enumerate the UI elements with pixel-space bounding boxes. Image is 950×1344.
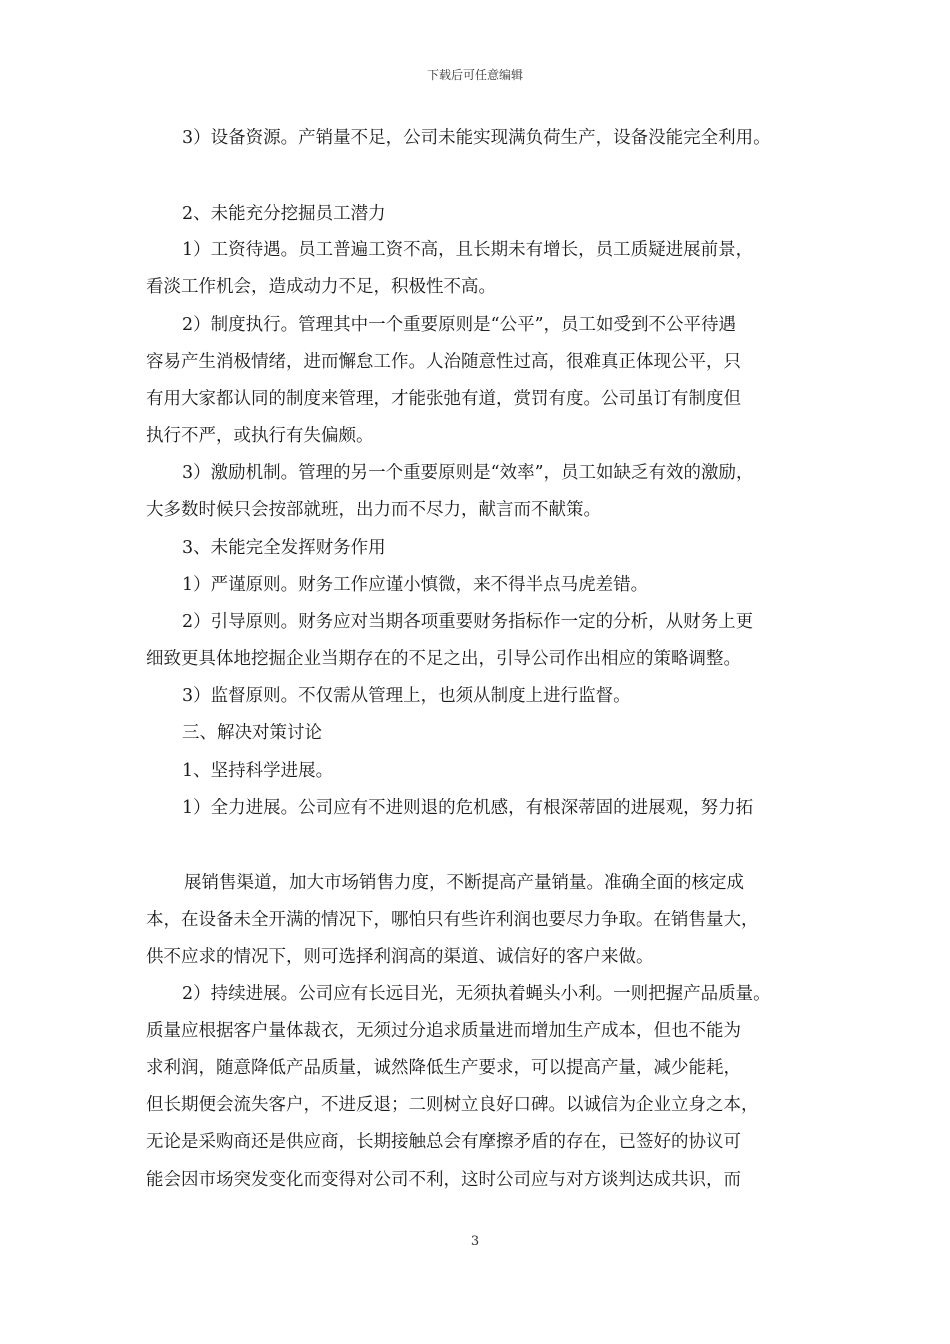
text-line: 执行不严，或执行有失偏颇。 (146, 426, 374, 446)
text-line: 1、坚持科学进展。 (182, 761, 334, 781)
text-line: 2）持续进展。公司应有长远目光，无须执着蝇头小利。一则把握产品质量。 (182, 984, 771, 1004)
text-line: 3）设备资源。产销量不足，公司未能实现满负荷生产，设备没能完全利用。 (182, 128, 771, 148)
text-line: 2）制度执行。管理其中一个重要原则是“公平”，员工如受到不公平待遇 (182, 315, 737, 335)
text-line: 三、解决对策讨论 (182, 723, 322, 743)
text-line: 3）监督原则。不仅需从管理上，也须从制度上进行监督。 (182, 686, 631, 706)
text-line: 容易产生消极情绪，进而懈怠工作。人治随意性过高，很难真正体现公平，只 (146, 352, 741, 372)
text-line: 2）引导原则。财务应对当期各项重要财务指标作一定的分析，从财务上更 (182, 612, 754, 632)
text-line: 展销售渠道，加大市场销售力度，不断提高产量销量。准确全面的核定成 (184, 873, 744, 893)
text-line: 质量应根据客户量体裁衣，无须过分追求质量进而增加生产成本，但也不能为 (146, 1021, 741, 1041)
text-line: 细致更具体地挖掘企业当期存在的不足之出，引导公司作出相应的策略调整。 (146, 649, 741, 669)
text-line: 有用大家都认同的制度来管理，才能张弛有道，赏罚有度。公司虽订有制度但 (146, 389, 741, 409)
text-line: 3）激励机制。管理的另一个重要原则是“效率”，员工如缺乏有效的激励， (182, 463, 754, 483)
text-line: 无论是采购商还是供应商，长期接触总会有摩擦矛盾的存在，已签好的协议可 (146, 1132, 741, 1152)
text-line: 求利润，随意降低产品质量，诚然降低生产要求，可以提高产量，减少能耗， (146, 1058, 741, 1078)
text-line: 1）全力进展。公司应有不进则退的危机感，有根深蒂固的进展观，努力拓 (182, 798, 754, 818)
text-line: 大多数时候只会按部就班，出力而不尽力，献言而不献策。 (146, 500, 601, 520)
text-line: 看淡工作机会，造成动力不足，积极性不高。 (146, 277, 496, 297)
text-line: 1）严谨原则。财务工作应谨小慎微，来不得半点马虎差错。 (182, 575, 649, 595)
text-line: 本，在设备未全开满的情况下，哪怕只有些许利润也要尽力争取。在销售量大， (146, 910, 759, 930)
text-line: 供不应求的情况下，则可选择利润高的渠道、诚信好的客户来做。 (146, 947, 654, 967)
text-line: 3、未能完全发挥财务作用 (182, 538, 386, 558)
page-header: 下载后可任意编辑 (426, 68, 523, 82)
text-line: 2、未能充分挖掘员工潜力 (182, 204, 386, 224)
page-number: 3 (470, 1234, 480, 1249)
text-line: 但长期便会流失客户，不进反退；二则树立良好口碑。以诚信为企业立身之本， (146, 1095, 759, 1115)
text-line: 能会因市场突发变化而变得对公司不利，这时公司应与对方谈判达成共识，而 (146, 1170, 741, 1190)
text-line: 1）工资待遇。员工普遍工资不高，且长期未有增长，员工质疑进展前景， (182, 240, 754, 260)
